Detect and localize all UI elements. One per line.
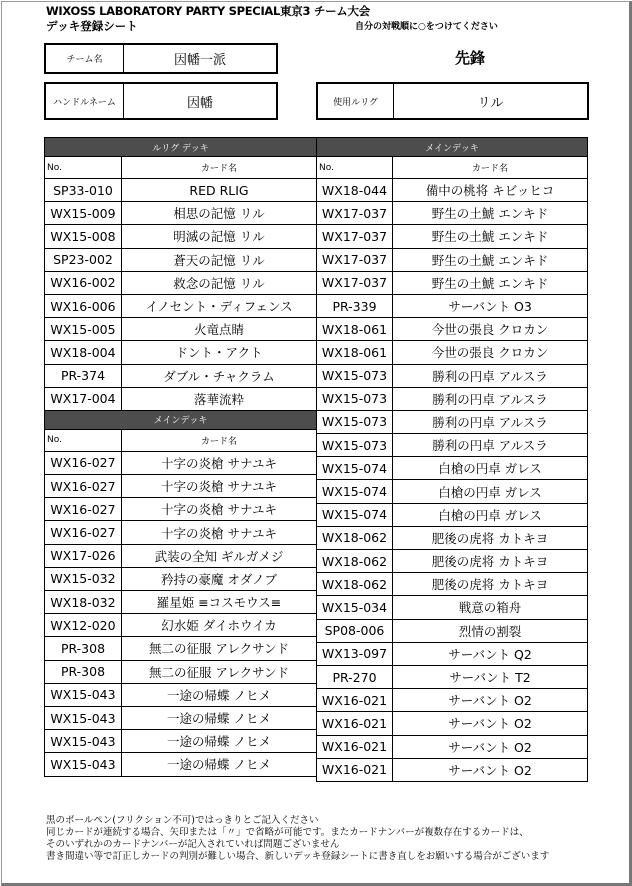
table-row (45, 753, 317, 776)
table-row (317, 503, 588, 526)
card-name: サーバント Q2 (393, 642, 588, 665)
card-number: WX16-021 (317, 689, 393, 712)
card-name: 救念の記憶 リル (122, 271, 317, 294)
handle-name-box (44, 82, 278, 120)
left-deck-table (44, 137, 317, 777)
column-header-row (45, 157, 317, 179)
card-name: 勝利の円卓 アルスラ (393, 434, 588, 457)
card-number: WX15-073 (317, 364, 393, 387)
right-deck-table (316, 137, 588, 782)
table-row (45, 248, 317, 271)
card-name: 一途の帰蝶 ノヒメ (122, 683, 317, 706)
card-name: 火竜点睛 (122, 318, 317, 341)
table-row (45, 225, 317, 248)
card-name: 十字の炎槍 サナユキ (122, 451, 317, 474)
table-row (45, 179, 317, 202)
main-deck-header-row (45, 410, 317, 429)
card-number: WX15-043 (45, 706, 122, 729)
card-name: 勝利の円卓 アルスラ (393, 387, 588, 410)
table-row (45, 271, 317, 294)
card-number: WX16-027 (45, 475, 122, 498)
column-header-row (317, 157, 588, 179)
table-row (45, 521, 317, 544)
card-name: 一途の帰蝶 ノヒメ (122, 706, 317, 729)
table-row (317, 596, 588, 619)
card-number: WX15-043 (45, 683, 122, 706)
table-row (317, 202, 588, 225)
card-name: 蒼天の記憶 リル (122, 248, 317, 271)
card-number: WX17-037 (317, 202, 393, 225)
table-row (45, 475, 317, 498)
card-number: PR-308 (45, 637, 122, 660)
card-number: WX18-061 (317, 318, 393, 341)
card-number: WX15-043 (45, 730, 122, 753)
battle-position: 先鋒 (455, 49, 486, 67)
table-row (45, 341, 317, 364)
table-row (317, 712, 588, 735)
table-row (45, 451, 317, 474)
card-number: WX16-006 (45, 294, 122, 317)
table-row (317, 248, 588, 271)
note-line: 同じカードが連続する場合、矢印または「〃」で省略が可能です。またカードナンバーが複数存在するカードは、 (46, 827, 529, 838)
table-row (45, 364, 317, 387)
card-number: WX17-037 (317, 225, 393, 248)
table-row (317, 480, 588, 503)
note-line: 黒のボールペン(フリクション不可)ではっきりとご記入ください (46, 815, 319, 826)
table-row (317, 364, 588, 387)
card-number: WX15-074 (317, 457, 393, 480)
card-number: WX16-027 (45, 498, 122, 521)
table-row (317, 434, 588, 457)
card-name: 烈情の割裂 (393, 619, 588, 642)
card-number: WX15-005 (45, 318, 122, 341)
card-name: サーバント O2 (393, 689, 588, 712)
table-row (317, 457, 588, 480)
table-row (45, 498, 317, 521)
card-number: WX15-043 (45, 753, 122, 776)
main-deck-header: メインデッキ (45, 410, 317, 429)
card-name: サーバント O2 (393, 735, 588, 758)
card-number: SP23-002 (45, 248, 122, 271)
table-row (45, 706, 317, 729)
card-number: WX16-002 (45, 271, 122, 294)
card-number: WX18-032 (45, 591, 122, 614)
card-name-column-header: カード名 (393, 157, 588, 179)
card-number: WX12-020 (45, 614, 122, 637)
card-number: WX18-044 (317, 179, 393, 202)
card-name: 明滅の記憶 リル (122, 225, 317, 248)
card-name: 勝利の円卓 アルスラ (393, 410, 588, 433)
card-name: 幻水姫 ダイホウイカ (122, 614, 317, 637)
card-name: 羅星姫 ≡コスモウス≡ (122, 591, 317, 614)
card-name: サーバント O3 (393, 294, 588, 317)
card-name: 十字の炎槍 サナユキ (122, 521, 317, 544)
card-name: 武装の全知 ギルガメジ (122, 544, 317, 567)
card-number: WX17-037 (317, 248, 393, 271)
card-number: SP08-006 (317, 619, 393, 642)
card-name: 肥後の虎将 カトキヨ (393, 550, 588, 573)
table-row (317, 573, 588, 596)
card-name: 無二の征服 アレクサンド (122, 637, 317, 660)
card-number: WX17-037 (317, 271, 393, 294)
no-column-header: No. (45, 157, 122, 179)
sheet-title: WIXOSS LABORATORY PARTY SPECIAL東京3 チーム大会 (46, 4, 370, 18)
card-name: 一途の帰蝶 ノヒメ (122, 753, 317, 776)
table-row (317, 619, 588, 642)
card-name: 野生の土鯱 エンキド (393, 271, 588, 294)
card-name: サーバント O2 (393, 712, 588, 735)
card-name: 野生の土鯱 エンキド (393, 225, 588, 248)
lrig-deck-header-row (45, 138, 317, 157)
table-row (317, 318, 588, 341)
sheet-subtitle: デッキ登録シート (46, 19, 138, 33)
card-name: 勝利の円卓 アルスラ (393, 364, 588, 387)
card-number: PR-374 (45, 364, 122, 387)
table-row (45, 591, 317, 614)
card-name: サーバント T2 (393, 665, 588, 688)
card-name: 備中の桃将 キビッヒコ (393, 179, 588, 202)
card-number: WX15-073 (317, 387, 393, 410)
card-name: 今世の張良 クロカン (393, 318, 588, 341)
lrig-value: リル (477, 95, 504, 111)
card-name: 野生の土鯱 エンキド (393, 202, 588, 225)
lrig-label: 使用ルリグ (318, 84, 394, 118)
card-number: WX16-021 (317, 712, 393, 735)
note-line: 書き間違い等で訂正しカードの判別が難しい場合、新しいデッキ登録シートに書き直しをお願いする場合がございます (46, 851, 550, 862)
card-name-column-header: カード名 (122, 157, 317, 179)
card-name: 相思の記憶 リル (122, 202, 317, 225)
table-row (317, 271, 588, 294)
table-row (45, 387, 317, 410)
table-row (317, 225, 588, 248)
card-number: WX15-009 (45, 202, 122, 225)
card-number: WX16-027 (45, 521, 122, 544)
card-name: サーバント O2 (393, 758, 588, 781)
table-row (317, 526, 588, 549)
card-number: WX16-021 (317, 758, 393, 781)
card-name: 白槍の円卓 ガレス (393, 503, 588, 526)
card-number: WX13-097 (317, 642, 393, 665)
card-number: WX17-026 (45, 544, 122, 567)
card-number: WX15-008 (45, 225, 122, 248)
table-row (317, 550, 588, 573)
card-name: 十字の炎槍 サナユキ (122, 475, 317, 498)
main-deck-header-row (317, 138, 588, 157)
table-row (45, 660, 317, 683)
table-row (317, 410, 588, 433)
card-name: 戦意の箱舟 (393, 596, 588, 619)
card-number: WX15-074 (317, 480, 393, 503)
no-column-header: No. (45, 429, 122, 451)
card-name: 野生の土鯱 エンキド (393, 248, 588, 271)
column-header-row (45, 429, 317, 451)
table-row (317, 294, 588, 317)
card-name: ドント・アクト (122, 341, 317, 364)
table-row (317, 179, 588, 202)
card-number: WX16-027 (45, 451, 122, 474)
card-number: WX18-062 (317, 573, 393, 596)
table-row (45, 683, 317, 706)
table-row (45, 544, 317, 567)
card-name: 白槍の円卓 ガレス (393, 480, 588, 503)
table-row (45, 294, 317, 317)
card-number: WX18-062 (317, 550, 393, 573)
handle-name-value: 因幡 (186, 95, 213, 111)
handle-name-label: ハンドルネーム (46, 84, 124, 118)
card-number: WX15-034 (317, 596, 393, 619)
lrig-deck-header: ルリグ デッキ (45, 138, 317, 157)
card-name: 一途の帰蝶 ノヒメ (122, 730, 317, 753)
table-row (45, 567, 317, 590)
card-name: 矜持の豪魔 オダノブ (122, 567, 317, 590)
card-number: WX18-061 (317, 341, 393, 364)
table-row (45, 318, 317, 341)
card-number: WX17-004 (45, 387, 122, 410)
table-row (317, 735, 588, 758)
card-number: PR-308 (45, 660, 122, 683)
card-name: 白槍の円卓 ガレス (393, 457, 588, 480)
card-name: RED RLIG (122, 179, 317, 202)
table-row (317, 341, 588, 364)
table-row (317, 689, 588, 712)
card-number: WX18-004 (45, 341, 122, 364)
card-name: 無二の征服 アレクサンド (122, 660, 317, 683)
table-row (317, 387, 588, 410)
card-name: 落華流粋 (122, 387, 317, 410)
card-number: PR-270 (317, 665, 393, 688)
card-number: WX16-021 (317, 735, 393, 758)
card-name: イノセント・ディフェンス (122, 294, 317, 317)
table-row (45, 202, 317, 225)
no-column-header: No. (317, 157, 393, 179)
table-row (317, 665, 588, 688)
card-number: WX15-073 (317, 410, 393, 433)
card-number: PR-339 (317, 294, 393, 317)
notes (46, 815, 549, 863)
card-name: ダブル・チャクラム (122, 364, 317, 387)
table-row (317, 642, 588, 665)
note-line: そのいずれかのカードナンバーが記入されていれば問題ございません (46, 839, 340, 850)
table-row (45, 730, 317, 753)
card-name-column-header: カード名 (122, 429, 317, 451)
table-row (45, 637, 317, 660)
card-name: 今世の張良 クロカン (393, 341, 588, 364)
lrig-box (316, 82, 589, 120)
card-number: WX15-073 (317, 434, 393, 457)
card-name: 肥後の虎将 カトキヨ (393, 526, 588, 549)
card-name: 十字の炎槍 サナユキ (122, 498, 317, 521)
card-number: WX15-074 (317, 503, 393, 526)
table-row (317, 758, 588, 781)
team-name-value: 因幡一派 (173, 53, 226, 68)
order-instruction: 自分の対戦順に○をつけてください (355, 22, 498, 32)
card-number: SP33-010 (45, 179, 122, 202)
card-number: WX18-062 (317, 526, 393, 549)
main-deck-header: メインデッキ (317, 138, 588, 157)
card-number: WX15-032 (45, 567, 122, 590)
team-name-label: チーム名 (46, 45, 124, 72)
team-name-box (44, 43, 278, 74)
table-row (45, 614, 317, 637)
card-name: 肥後の虎将 カトキヨ (393, 573, 588, 596)
